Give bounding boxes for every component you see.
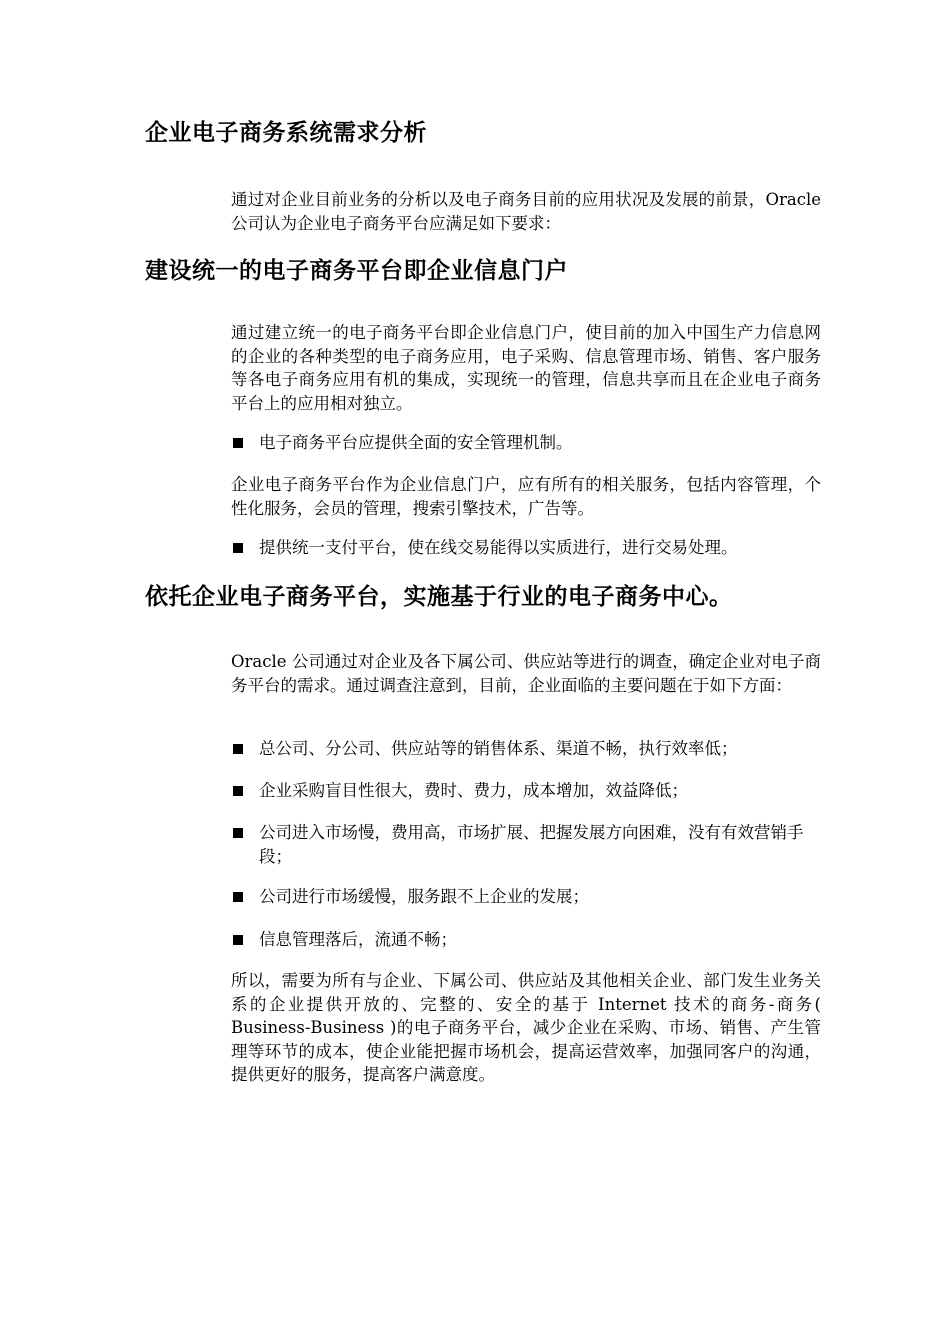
bullet-item-market-entry — [231, 821, 821, 868]
paragraph-survey: Oracle 公司通过对企业及各下属公司、供应站等进行的调查，确定企业对电子商务平台的需求。通过调查注意到，目前，企业面临的主要问题在于如下方面： — [231, 652, 821, 695]
bullet-item-payment — [231, 536, 821, 560]
paragraph-unified-platform: 通过建立统一的电子商务平台即企业信息门户，使目前的加入中国生产力信息网的企业的各种类型的电子商务应用，电子采购、信息管理市场、销售、客户服务等各电子商务应用有机的集成，实现统一的管理，信息共享而且在企业电子商务平台上的应用相对独立。 — [231, 323, 821, 413]
bullet-text: 信息管理落后，流通不畅； — [259, 930, 457, 949]
bullet-item-security — [231, 431, 821, 455]
heading-requirements-analysis: 企业电子商务系统需求分析 — [145, 120, 427, 146]
square-bullet-icon — [233, 438, 243, 448]
bullet-text: 企业采购盲目性很大，费时、费力，成本增加，效益降低； — [259, 781, 688, 800]
paragraph-intro: 通过对企业目前业务的分析以及电子商务目前的应用状况及发展的前景，Oracle 公司认为企业电子商务平台应满足如下要求： — [231, 190, 821, 233]
square-bullet-icon — [233, 892, 243, 902]
heading-unified-platform: 建设统一的电子商务平台即企业信息门户 — [145, 258, 568, 284]
bullet-text: 公司进入市场慢，费用高，市场扩展、把握发展方向困难，没有有效营销手段； — [259, 823, 804, 866]
paragraph-conclusion: 所以，需要为所有与企业、下属公司、供应站及其他相关企业、部门发生业务关系的企业提供开放的、完整的、安全的基于 Internet 技术的商务-商务( Business-Business )的电子商务平台，减少企业在采购、市场、销售、产生管理等环节的成本，使企业能把握市场机会，提高运营效率，加强同客户的沟通，提供更好的服务，提高客户满意度。 — [231, 971, 821, 1084]
bullet-item-sales-system — [231, 737, 821, 761]
bullet-text: 总公司、分公司、供应站等的销售体系、渠道不畅，执行效率低； — [259, 739, 738, 758]
bullet-item-info-management — [231, 928, 821, 952]
heading-industry-center: 依托企业电子商务平台，实施基于行业的电子商务中心。 — [145, 584, 733, 610]
bullet-text: 提供统一支付平台，使在线交易能得以实质进行，进行交易处理。 — [259, 538, 738, 557]
bullet-item-procurement — [231, 779, 821, 803]
bullet-item-slow-market — [231, 885, 821, 909]
square-bullet-icon — [233, 786, 243, 796]
bullet-text: 电子商务平台应提供全面的安全管理机制。 — [259, 433, 573, 452]
bullet-text: 公司进行市场缓慢，服务跟不上企业的发展； — [259, 887, 589, 906]
square-bullet-icon — [233, 935, 243, 945]
paragraph-portal-services: 企业电子商务平台作为企业信息门户，应有所有的相关服务，包括内容管理，个性化服务，会员的管理，搜索引擎技术，广告等。 — [231, 475, 821, 518]
square-bullet-icon — [233, 543, 243, 553]
square-bullet-icon — [233, 828, 243, 838]
square-bullet-icon — [233, 744, 243, 754]
